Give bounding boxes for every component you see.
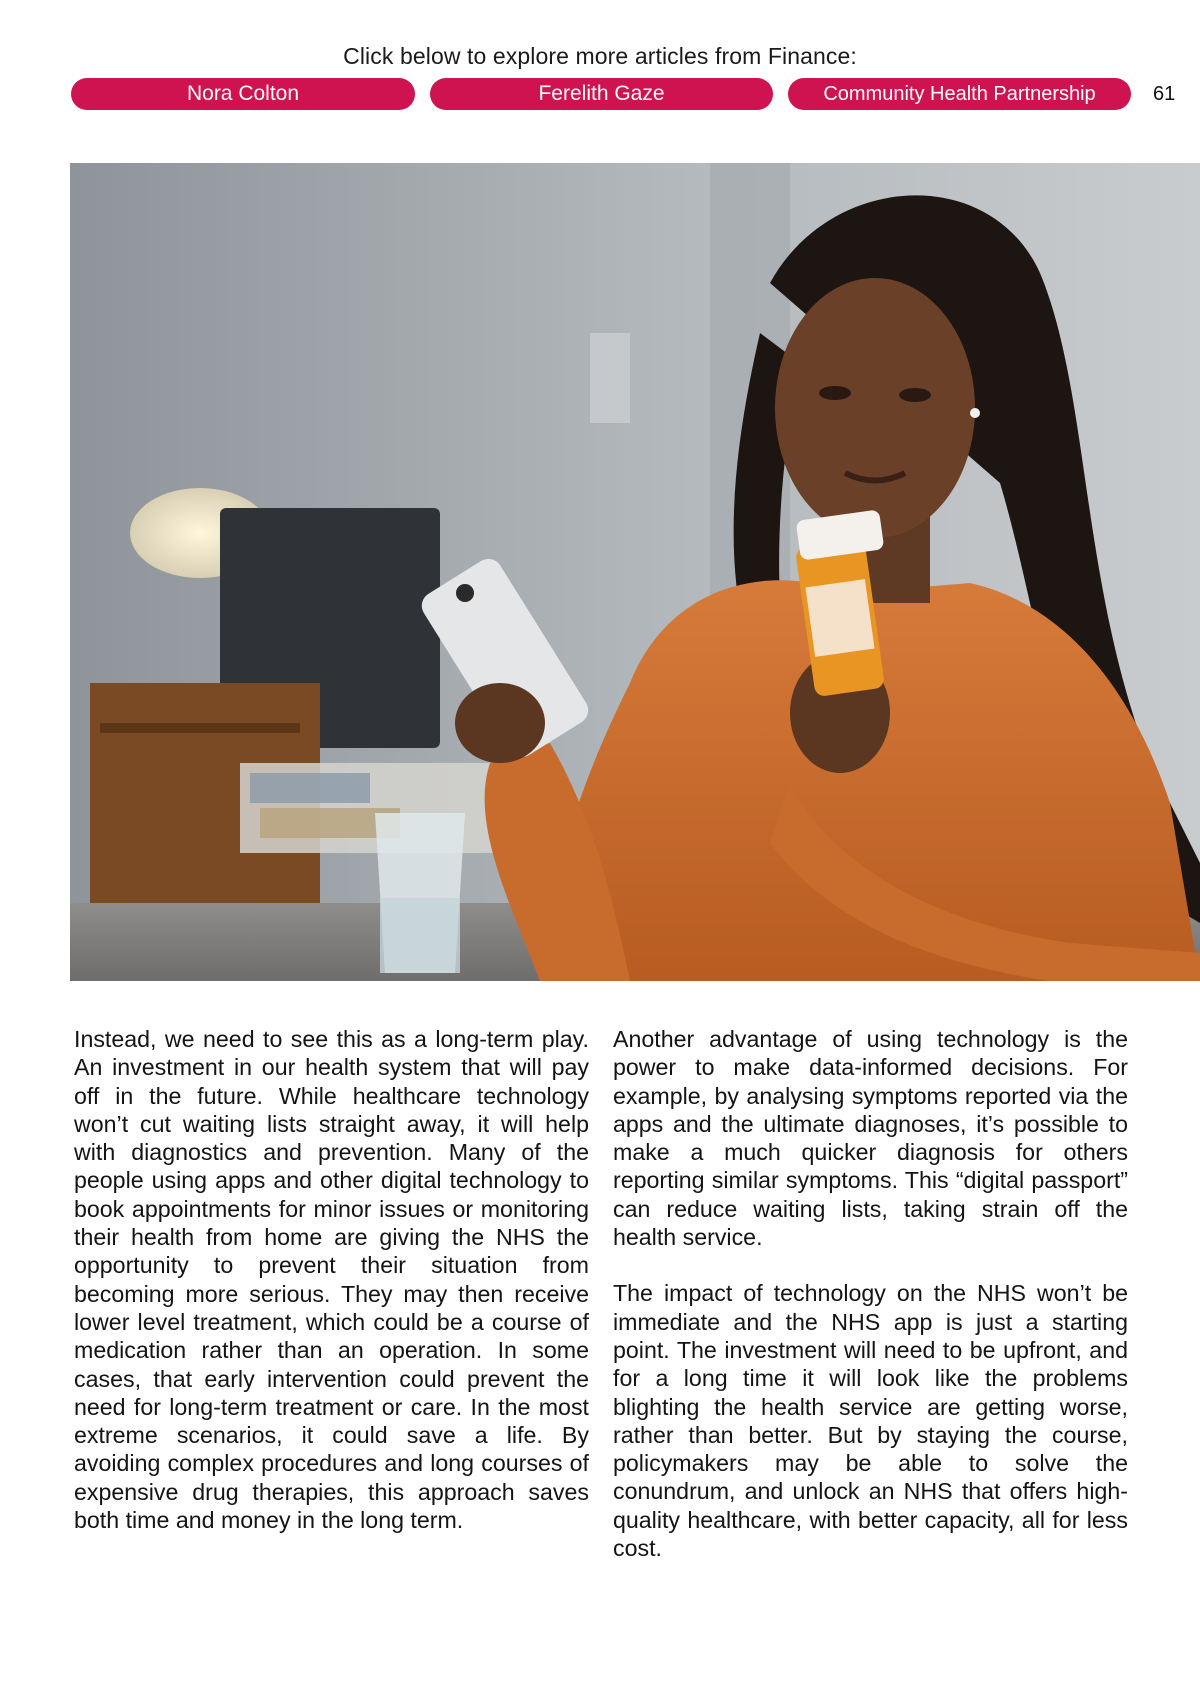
article-link-ferelith-gaze[interactable]: Ferelith Gaze	[430, 78, 773, 110]
article-column-left	[74, 1025, 589, 1534]
article-paragraph: The impact of technology on the NHS won’t be immediate and the NHS app is just a starting point. The investment will need to be upfront, and for a long time it will look like the problems blighting the health service are getting worse, rather than better. But by staying the course, policymakers may be able to solve the conundrum, and unlock an NHS that offers high-quality healthcare, with better capacity, all for less cost.	[613, 1280, 1128, 1562]
page-number: 61	[1153, 83, 1176, 105]
article-link-community-health-partnership[interactable]: Community Health Partnership	[788, 78, 1131, 110]
article-link-nora-colton[interactable]: Nora Colton	[71, 78, 415, 110]
nav-caption: Click below to explore more articles from Finance:	[343, 43, 857, 69]
article-photo	[70, 163, 1200, 981]
article-paragraph: Instead, we need to see this as a long-term play. An investment in our health system that will pay off in the future. While healthcare technology won’t cut waiting lists straight away, it will help with diagnostics and prevention. Many of the people using apps and other digital technology to book appointments for minor issues or monitoring their health from home are giving the NHS the opportunity to prevent their situation from becoming more serious. They may then receive lower level treatment, which could be a course of medication rather than an operation. In some cases, that early intervention could prevent the need for long-term treatment or care. In the most extreme scenarios, it could save a life. By avoiding complex procedures and long courses of expensive drug therapies, this approach saves both time and money in the long term.	[74, 1026, 589, 1534]
article-column-right	[613, 1025, 1128, 1562]
article-paragraph: Another advantage of using technology is the power to make data-informed decisions. For example, by analysing symptoms reported via the apps and the ultimate diagnoses, it’s possible to make a much quicker diagnosis for others reporting similar symptoms. This “digital passport” can reduce waiting lists, taking strain off the health service.	[613, 1026, 1128, 1251]
